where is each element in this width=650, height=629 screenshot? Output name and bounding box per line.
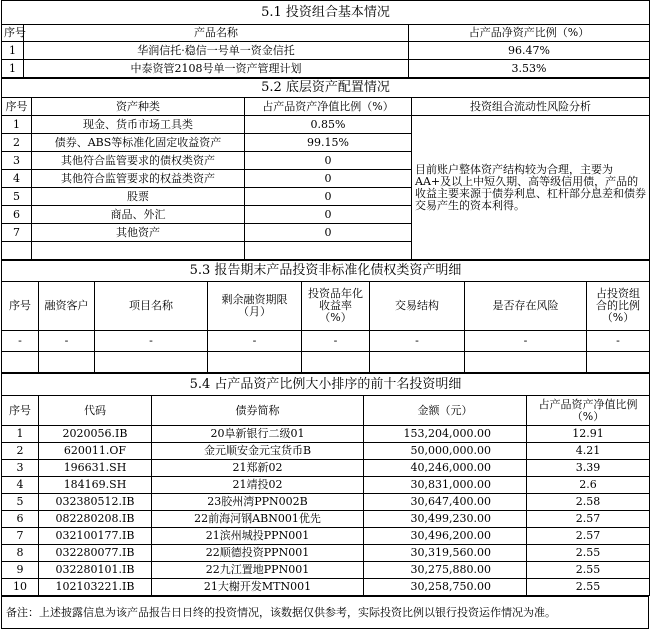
liquidity-analysis-text: 目前账户整体资产结构较为合理，主要为AA+及以上中短久期、高等级信用债，产品的收益主要来源于债券利息、杠杆部分息差和债券交易产生的资本利得。: [412, 116, 650, 260]
row-bond-name: 22九江置地PPN001: [152, 562, 364, 579]
row-cell: -: [208, 331, 302, 352]
row-ratio: 2.57: [527, 528, 650, 545]
row-seq: 3: [2, 460, 39, 477]
row-seq: 4: [2, 477, 39, 494]
row-ratio: 96.47%: [409, 42, 650, 60]
row-ratio: 3.53%: [409, 60, 650, 78]
row-cell: -: [302, 331, 370, 352]
row-cell: -: [370, 331, 465, 352]
row-amount: 30,275,880.00: [364, 562, 527, 579]
row-seq: 4: [2, 170, 32, 188]
header-seq: 序号: [2, 281, 39, 330]
row-code: 196631.SH: [39, 460, 152, 477]
row-bond-name: 金元顺安金元宝货币B: [152, 443, 364, 460]
header-project-name: 项目名称: [95, 281, 208, 330]
empty-cell: [39, 352, 95, 373]
row-asset-ratio: 0: [245, 188, 412, 206]
row-seq: 8: [2, 545, 39, 562]
header-net-value-ratio: 占产品资产净值比例（%）: [527, 396, 650, 426]
row-seq: 1: [2, 426, 39, 443]
row-ratio: 2.6: [527, 477, 650, 494]
row-seq: 10: [2, 579, 39, 596]
row-bond-name: 20阜新银行二级01: [152, 426, 364, 443]
row-seq: 1: [2, 116, 32, 134]
header-financing-client: 融资客户: [39, 281, 95, 330]
row-cell: -: [95, 331, 208, 352]
row-seq: 9: [2, 562, 39, 579]
section-5-1-title: 5.1 投资组合基本情况: [2, 1, 650, 25]
row-bond-name: 21郑新02: [152, 460, 364, 477]
header-product-name: 产品名称: [24, 25, 409, 42]
row-asset-ratio: 0: [245, 152, 412, 170]
row-asset-type: 其他符合监管要求的权益类资产: [32, 170, 245, 188]
row-bond-name: 21滨州城投PPN001: [152, 528, 364, 545]
section-5-3-table: [1, 260, 650, 373]
row-ratio: 2.55: [527, 579, 650, 596]
row-code: 032280077.IB: [39, 545, 152, 562]
header-risk-exists: 是否存在风险: [465, 281, 587, 330]
header-seq: 序号: [2, 396, 39, 426]
section-5-2-title: 5.2 底层资产配置情况: [2, 79, 650, 98]
row-amount: 30,831,000.00: [364, 477, 527, 494]
row-amount: 30,258,750.00: [364, 579, 527, 596]
row-ratio: 2.55: [527, 545, 650, 562]
row-asset-ratio: 0: [245, 224, 412, 242]
row-amount: 50,000,000.00: [364, 443, 527, 460]
row-bond-name: 22顺德投资PPN001: [152, 545, 364, 562]
section-5-3-title: 5.3 报告期末产品投资非标准化债权类资产明细: [2, 261, 650, 282]
empty-cell: [2, 352, 39, 373]
row-asset-ratio: 0.85%: [245, 116, 412, 134]
section-5-2-table: [1, 78, 650, 260]
row-seq: 6: [2, 511, 39, 528]
note-table: [1, 596, 649, 629]
header-seq: 序号: [2, 98, 32, 116]
row-asset-type: 现金、货币市场工具类: [32, 116, 245, 134]
row-seq: 7: [2, 224, 32, 242]
empty-cell: [465, 352, 587, 373]
empty-cell: [95, 352, 208, 373]
row-bond-name: 23胶州湾PPN002B: [152, 494, 364, 511]
row-seq: 5: [2, 494, 39, 511]
row-cell: -: [39, 331, 95, 352]
row-seq: 2: [2, 443, 39, 460]
empty-cell: [2, 242, 32, 260]
row-seq: 7: [2, 528, 39, 545]
row-asset-ratio: 0: [245, 206, 412, 224]
footnote: 备注：上述披露信息为该产品报告日日终的投资情况，该数据仅供参考，实际投资比例以银行投资运作情况为准。: [2, 597, 649, 629]
row-amount: 30,647,400.00: [364, 494, 527, 511]
section-5-4-table: [1, 373, 650, 596]
row-ratio: 3.39: [527, 460, 650, 477]
empty-cell: [370, 352, 465, 373]
row-asset-type: 股票: [32, 188, 245, 206]
header-net-asset-ratio: 占产品净资产比例（%）: [409, 25, 650, 42]
row-code: 102103221.IB: [39, 579, 152, 596]
row-seq: 6: [2, 206, 32, 224]
empty-cell: [245, 242, 412, 260]
row-code: 082280208.IB: [39, 511, 152, 528]
empty-cell: [302, 352, 370, 373]
row-code: 184169.SH: [39, 477, 152, 494]
header-portfolio-ratio: 占投资组合的比例（%）: [587, 281, 650, 330]
empty-cell: [587, 352, 650, 373]
empty-cell: [208, 352, 302, 373]
row-code: 032100177.IB: [39, 528, 152, 545]
row-asset-type: 债券、ABS等标准化固定收益资产: [32, 134, 245, 152]
row-bond-name: 21大榭开发MTN001: [152, 579, 364, 596]
row-asset-type: 其他资产: [32, 224, 245, 242]
row-seq: 1: [2, 42, 24, 60]
row-seq: 5: [2, 188, 32, 206]
section-5-1-table: [1, 0, 650, 78]
header-amount: 金额（元）: [364, 396, 527, 426]
row-seq: 3: [2, 152, 32, 170]
header-trade-structure: 交易结构: [370, 281, 465, 330]
row-amount: 30,499,230.00: [364, 511, 527, 528]
row-code: 620011.OF: [39, 443, 152, 460]
header-liquidity-analysis: 投资组合流动性风险分析: [412, 98, 650, 116]
row-amount: 30,319,560.00: [364, 545, 527, 562]
row-asset-ratio: 99.15%: [245, 134, 412, 152]
header-asset-ratio: 占产品资产净值比例（%）: [245, 98, 412, 116]
row-ratio: 12.91: [527, 426, 650, 443]
row-bond-name: 21靖投02: [152, 477, 364, 494]
header-code: 代码: [39, 396, 152, 426]
row-bond-name: 22前海河钢ABN001优先: [152, 511, 364, 528]
row-ratio: 2.57: [527, 511, 650, 528]
row-product-name: 华润信托·稳信一号单一资金信托: [24, 42, 409, 60]
row-product-name: 中泰资管2108号单一资产管理计划: [24, 60, 409, 78]
empty-cell: [32, 242, 245, 260]
row-seq: 1: [2, 60, 24, 78]
row-amount: 153,204,000.00: [364, 426, 527, 443]
row-cell: -: [2, 331, 39, 352]
row-seq: 2: [2, 134, 32, 152]
row-amount: 30,496,200.00: [364, 528, 527, 545]
row-amount: 40,246,000.00: [364, 460, 527, 477]
row-cell: -: [587, 331, 650, 352]
row-ratio: 2.55: [527, 562, 650, 579]
header-asset-type: 资产种类: [32, 98, 245, 116]
row-ratio: 4.21: [527, 443, 650, 460]
header-seq: 序号: [2, 25, 24, 42]
row-asset-ratio: 0: [245, 170, 412, 188]
header-annual-yield: 投资品年化收益率（%）: [302, 281, 370, 330]
row-ratio: 2.58: [527, 494, 650, 511]
row-code: 032280101.IB: [39, 562, 152, 579]
row-code: 2020056.IB: [39, 426, 152, 443]
row-asset-type: 商品、外汇: [32, 206, 245, 224]
row-code: 032380512.IB: [39, 494, 152, 511]
header-remaining-term: 剩余融资期限（月）: [208, 281, 302, 330]
row-asset-type: 其他符合监管要求的债权类资产: [32, 152, 245, 170]
row-cell: -: [465, 331, 587, 352]
section-5-4-title: 5.4 占产品资产比例大小排序的前十名投资明细: [2, 374, 650, 396]
header-bond-name: 债券简称: [152, 396, 364, 426]
